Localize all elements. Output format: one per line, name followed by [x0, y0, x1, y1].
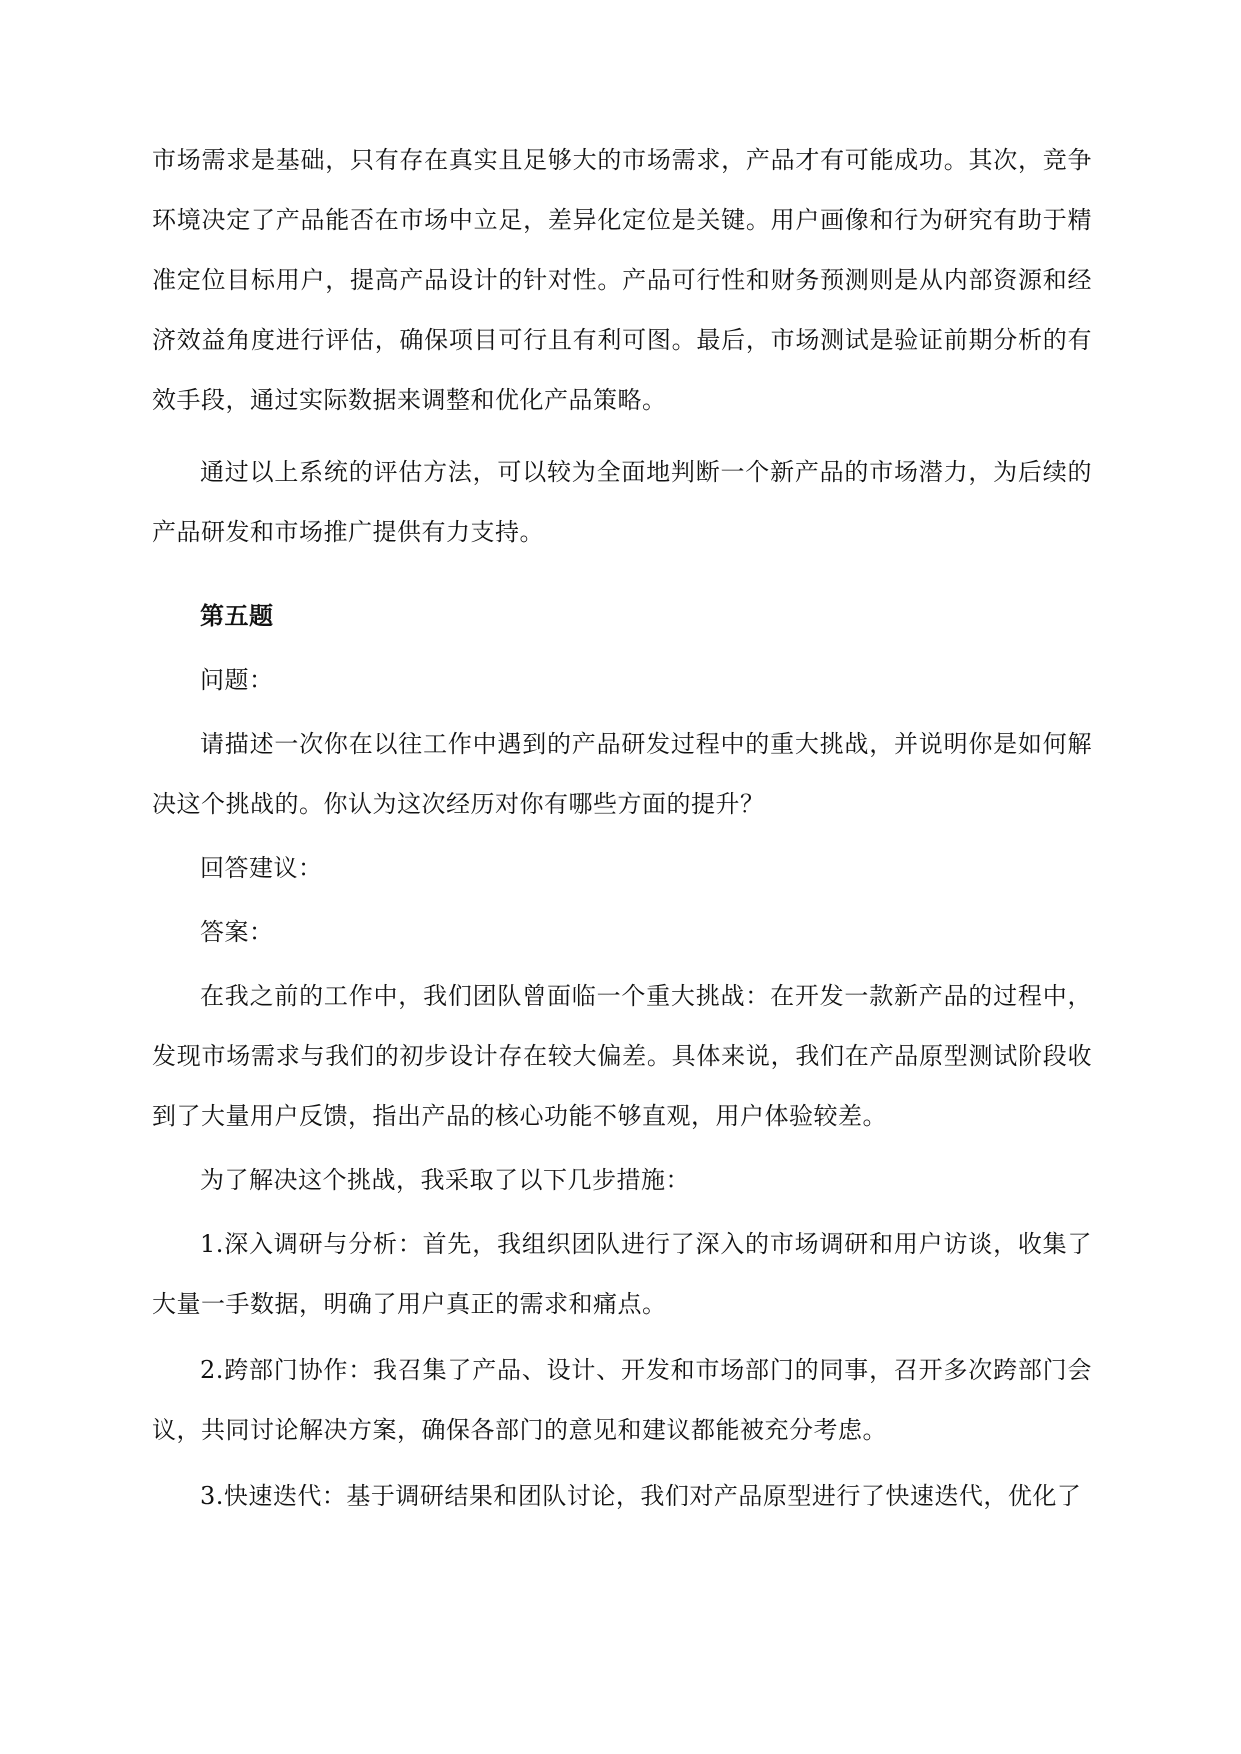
answer-label: 答案： — [200, 918, 274, 946]
question-text: 请描述一次你在以往工作中遇到的产品研发过程中的重大挑战，并说明你是如何解决这个挑战的。你认为这次经历对你有哪些方面的提升？ — [152, 730, 1092, 818]
paragraph-conclusion: 通过以上系统的评估方法，可以较为全面地判断一个新产品的市场潜力，为后续的产品研发和市场推广提供有力支持。 — [152, 458, 1092, 546]
measures-intro: 为了解决这个挑战，我采取了以下几步措施： — [200, 1166, 690, 1194]
measure-item-2: 2.跨部门协作：我召集了产品、设计、开发和市场部门的同事，召开多次跨部门会议，共同讨论解决方案，确保各部门的意见和建议都能被充分考虑。 — [152, 1356, 1092, 1444]
question-label: 问题： — [200, 666, 274, 694]
answer-paragraph: 在我之前的工作中，我们团队曾面临一个重大挑战：在开发一款新产品的过程中，发现市场需求与我们的初步设计存在较大偏差。具体来说，我们在产品原型测试阶段收到了大量用户反馈，指出产品的核心功能不够直观，用户体验较差。 — [152, 982, 1092, 1130]
suggestion-label: 回答建议： — [200, 854, 323, 882]
measure-item-3: 3.快速迭代：基于调研结果和团队讨论，我们对产品原型进行了快速迭代，优化了 — [200, 1482, 1082, 1510]
measure-item-1: 1.深入调研与分析：首先，我组织团队进行了深入的市场调研和用户访谈，收集了大量一手数据，明确了用户真正的需求和痛点。 — [152, 1230, 1092, 1318]
paragraph-market-analysis: 市场需求是基础，只有存在真实且足够大的市场需求，产品才有可能成功。其次，竞争环境决定了产品能否在市场中立足，差异化定位是关键。用户画像和行为研究有助于精准定位目标用户，提高产品设计的针对性。产品可行性和财务预测则是从内部资源和经济效益角度进行评估，确保项目可行且有利可图。最后，市场测试是验证前期分析的有效手段，通过实际数据来调整和优化产品策略。 — [152, 146, 1092, 414]
section-heading: 第五题 — [200, 601, 274, 630]
